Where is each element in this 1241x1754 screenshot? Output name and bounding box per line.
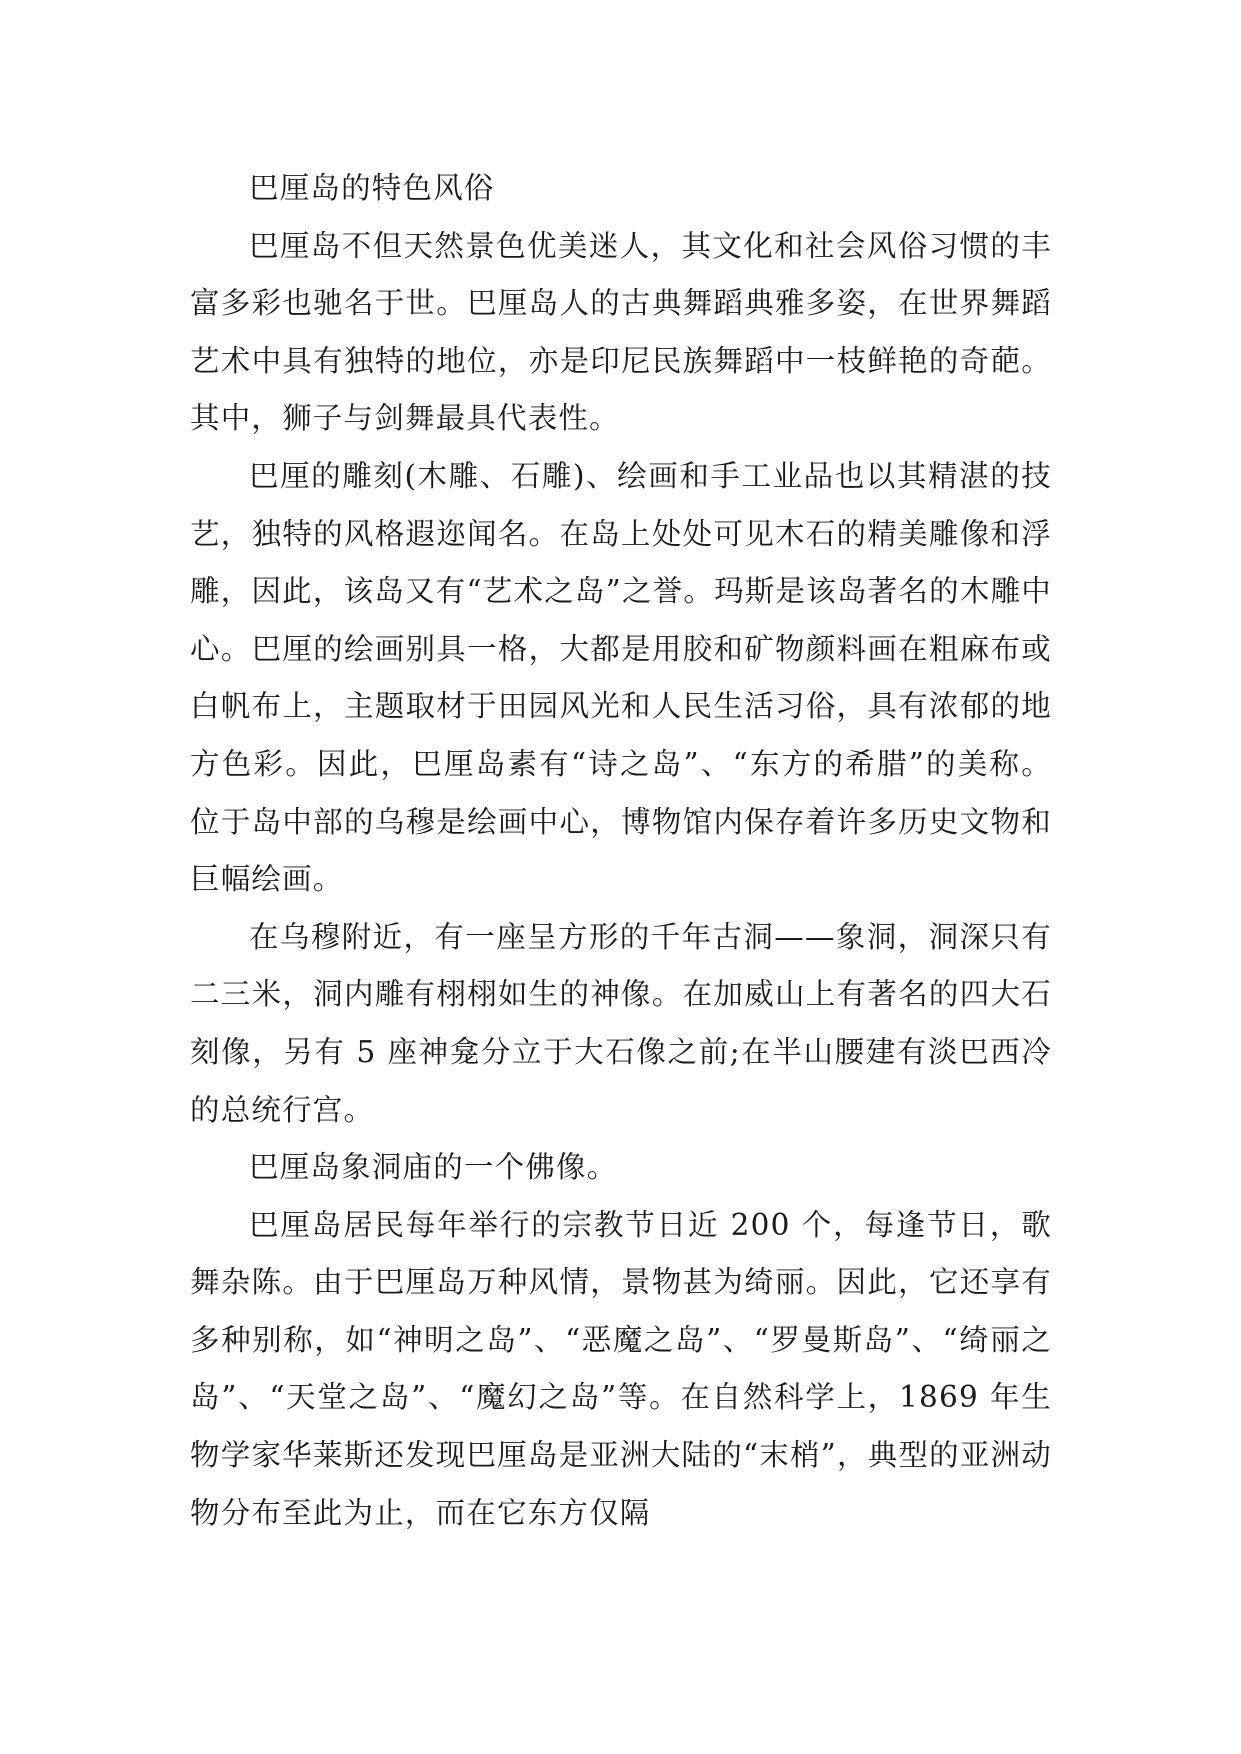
document-title: 巴厘岛的特色风俗 bbox=[249, 171, 495, 205]
document-body bbox=[190, 160, 1052, 1542]
paragraph-buddha-statue: 巴厘岛象洞庙的一个佛像。 bbox=[249, 1150, 618, 1185]
paragraph-elephant-cave: 在乌穆附近，有一座呈方形的千年古洞——象洞，洞深只有二三米，洞内雕有栩栩如生的神像。在加威山上有著名的四大石刻像，另有 5 座神龛分立于大石像之前;在半山腰建有淡巴西冷的总统行宫。 bbox=[190, 919, 1052, 1127]
paragraph-carving-painting: 巴厘的雕刻(木雕、石雕)、绘画和手工业品也以其精湛的技艺，独特的风格遐迩闻名。在岛上处处可见木石的精美雕像和浮雕，因此，该岛又有“艺术之岛”之誉。玛斯是该岛著名的木雕中心。巴厘的绘画别具一格，大都是用胶和矿物颜料画在粗麻布或白帆布上，主题取材于田园风光和人民生活习俗，具有浓郁的地方色彩。因此，巴厘岛素有“诗之岛”、“东方的希腊”的美称。位于岛中部的乌穆是绘画中心，博物馆内保存着许多历史文物和巨幅绘画。 bbox=[190, 458, 1052, 897]
paragraph-festivals: 巴厘岛居民每年举行的宗教节日近 200 个，每逢节日，歌舞杂陈。由于巴厘岛万种风情，景物甚为绮丽。因此，它还享有多种别称，如“神明之岛”、“恶魔之岛”、“罗曼斯岛”、“绮丽之岛”、“天堂之岛”、“魔幻之岛”等。在自然科学上，1869 年生物学家华莱斯还发现巴厘岛是亚洲大陆的“末梢”，典型的亚洲动物分布至此为止，而在它东方仅隔 bbox=[190, 1207, 1052, 1530]
paragraph-dance: 巴厘岛不但天然景色优美迷人，其文化和社会风俗习惯的丰富多彩也驰名于世。巴厘岛人的古典舞蹈典雅多姿，在世界舞蹈艺术中具有独特的地位，亦是印尼民族舞蹈中一枝鲜艳的奇葩。其中，狮子与剑舞最具代表性。 bbox=[190, 228, 1052, 436]
